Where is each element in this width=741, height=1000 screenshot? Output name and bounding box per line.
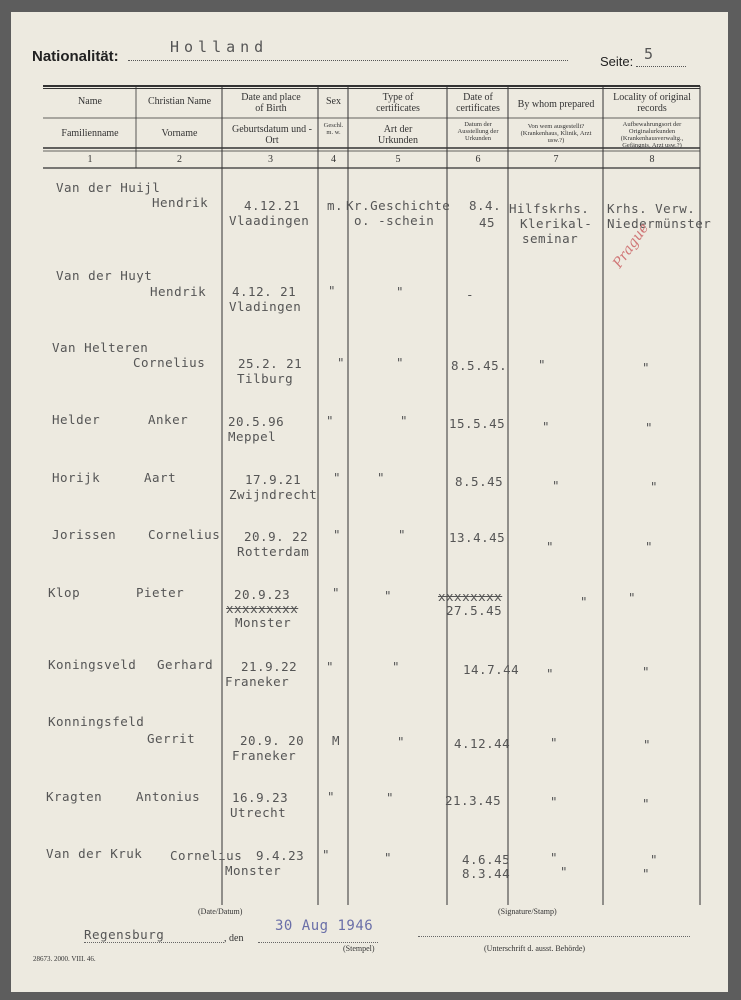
col2-header-de: Vorname	[161, 128, 198, 139]
date-stamp: 30 Aug 1946	[275, 918, 374, 934]
row11-first-name: Cornelius	[170, 848, 243, 863]
row3-cert-date: 8.5.45.	[451, 358, 508, 373]
row1-birth-place: Vlaadingen	[229, 213, 310, 228]
row1-prepared-by-line3: seminar	[522, 231, 579, 246]
row3-sex: "	[337, 355, 346, 370]
row11-cert-type: "	[384, 850, 393, 865]
row11-birth-place: Monster	[225, 863, 282, 878]
row6-birth-date: 20.9. 22	[244, 529, 309, 544]
row6-sex: "	[333, 527, 342, 542]
row4-birth-date: 20.5.96	[228, 414, 285, 429]
row6-locality: "	[645, 539, 654, 554]
row4-name: Helder	[52, 412, 101, 427]
row4-birth-place: Meppel	[228, 429, 277, 444]
col5-header-de: Art der Urkunden	[378, 124, 418, 146]
col4-header-en: Sex	[326, 96, 341, 107]
row9-locality: "	[643, 737, 652, 752]
row5-birth-date: 17.9.21	[245, 472, 302, 487]
row6-name: Jorissen	[52, 527, 117, 542]
row2-first-name: Hendrik	[150, 284, 207, 299]
row9-cert-date: 4.12.44	[454, 736, 511, 751]
row3-first-name: Cornelius	[133, 355, 206, 370]
col1-header-de: Familienname	[61, 128, 119, 139]
row5-sex: "	[333, 470, 342, 485]
row2-birth-place: Vladingen	[229, 299, 302, 314]
place-dotted-line	[84, 942, 224, 943]
row7-locality: "	[628, 590, 637, 605]
col6-header-en: Date of certificates	[456, 92, 500, 114]
col4-header-de: Geschl. m. w.	[323, 122, 344, 137]
row8-first-name: Gerhard	[157, 657, 214, 672]
row11-cert-date-line2: 8.3.44	[462, 866, 511, 881]
col6-number: 6	[475, 154, 481, 165]
col1-number: 1	[87, 154, 93, 165]
row11-locality-line1: "	[650, 852, 659, 867]
row4-cert-type: "	[400, 413, 409, 428]
row8-locality: "	[642, 664, 651, 679]
row11-sex: "	[322, 847, 331, 862]
row3-name: Van Helteren	[52, 340, 149, 355]
row1-prepared-by-line1: Hilfskrhs.	[509, 201, 590, 216]
row8-cert-date: 14.7.44	[463, 662, 520, 677]
row4-locality: "	[645, 420, 654, 435]
row1-cert-date-line1: 8.4.	[469, 198, 502, 213]
row1-cert-type-line1: Kr.Geschichte	[346, 198, 451, 213]
row11-prepared-by-line1: "	[550, 850, 559, 865]
row11-cert-date-line1: 4.6.45	[462, 852, 511, 867]
row3-prepared-by: "	[538, 357, 547, 372]
print-code: 28673. 2000. VIII. 46.	[33, 955, 96, 963]
row10-birth-date: 16.9.23	[232, 790, 289, 805]
row7-birth-place: Monster	[235, 615, 292, 630]
row9-name: Konningsfeld	[48, 714, 145, 729]
row10-cert-date: 21.3.45	[445, 793, 502, 808]
row1-name: Van der Huijl	[56, 180, 161, 195]
row3-birth-place: Tilburg	[237, 371, 294, 386]
row1-birth-date: 4.12.21	[244, 198, 301, 213]
row1-locality-line1: Krhs. Verw.	[607, 201, 696, 216]
row6-prepared-by: "	[546, 539, 555, 554]
nationality-value: Holland	[170, 38, 269, 56]
date-dotted-line	[258, 942, 378, 943]
row9-birth-place: Franeker	[232, 748, 297, 763]
row8-name: Koningsveld	[48, 657, 137, 672]
row4-first-name: Anker	[148, 412, 189, 427]
stamp-label: (Stempel)	[343, 944, 375, 953]
row5-first-name: Aart	[144, 470, 177, 485]
col3-number: 3	[268, 154, 273, 165]
row1-cert-date-line2: 45	[479, 215, 496, 230]
row4-sex: "	[326, 413, 335, 428]
col7-header-de: Von wem ausgestellt? (Krankenhaus, Klinik, Arzt usw.?)	[520, 123, 592, 145]
row5-birth-place: Zwijndrecht	[229, 487, 318, 502]
place-of-issue: Regensburg	[84, 927, 165, 942]
col4-number: 4	[331, 154, 336, 165]
row1-cert-type-line2: o. -schein	[354, 213, 435, 228]
row5-prepared-by: "	[552, 478, 561, 493]
row5-cert-type: "	[377, 470, 386, 485]
row10-sex: "	[327, 789, 336, 804]
page-number: 5	[644, 45, 654, 63]
authority-label: (Unterschrift d. ausst. Behörde)	[484, 944, 586, 953]
row11-prepared-by-line2: "	[560, 864, 569, 879]
col7-number: 7	[553, 154, 559, 165]
red-stamp: Prague	[610, 220, 653, 272]
row7-first-name: Pieter	[136, 585, 185, 600]
row1-first-name: Hendrik	[152, 195, 209, 210]
row9-prepared-by: "	[550, 735, 559, 750]
row5-name: Horijk	[52, 470, 101, 485]
row3-locality: "	[642, 360, 651, 375]
signature-label: (Signature/Stamp)	[498, 907, 557, 916]
col3-header-de: Geburtsdatum und -Ort	[232, 124, 312, 146]
row5-cert-date: 8.5.45	[455, 474, 504, 489]
row2-name: Van der Huyt	[56, 268, 153, 283]
row10-birth-place: Utrecht	[230, 805, 287, 820]
den-label: , den	[224, 933, 244, 944]
col8-header-de: Aufbewahrungsort der Originalurkunden (Krankenhausverwaltg., Gefängnis, Arzt usw.?)	[620, 121, 684, 150]
row8-sex: "	[326, 659, 335, 674]
col1-header-en: Name	[78, 96, 102, 107]
row6-cert-date: 13.4.45	[449, 530, 506, 545]
page-label: Seite:	[600, 54, 634, 69]
row9-first-name: Gerrit	[147, 731, 196, 746]
row7-cert-date: 27.5.45	[446, 603, 503, 618]
row7-struck-text: xxxxxxxxx	[226, 601, 299, 616]
row5-locality: "	[650, 479, 659, 494]
row7-cert-type: "	[384, 588, 393, 603]
row6-first-name: Cornelius	[148, 527, 221, 542]
col2-header-en: Christian Name	[147, 96, 212, 107]
row7-struck-date: xxxxxxxx	[438, 589, 503, 604]
row7-name: Klop	[48, 585, 81, 600]
col6-header-de: Datum der Ausstellung der Urkunden	[457, 121, 499, 143]
row11-name: Van der Kruk	[46, 846, 143, 861]
col5-header-en: Type of certificates	[376, 92, 420, 114]
row1-prepared-by-line2: Klerikal-	[520, 216, 593, 231]
signature-dotted-line	[418, 936, 690, 937]
row10-cert-type: "	[386, 790, 395, 805]
date-label: (Date/Datum)	[198, 907, 243, 916]
row9-cert-type: "	[397, 734, 406, 749]
row2-birth-date: 4.12. 21	[232, 284, 297, 299]
row3-birth-date: 25.2. 21	[238, 356, 303, 371]
row4-cert-date: 15.5.45	[449, 416, 506, 431]
row2-cert-date: -	[466, 287, 475, 302]
col8-header-en: Locality of original records	[613, 92, 691, 114]
row10-first-name: Antonius	[136, 789, 201, 804]
row7-birth-date: 20.9.23	[234, 587, 291, 602]
row6-cert-type: "	[398, 527, 407, 542]
row6-birth-place: Rotterdam	[237, 544, 310, 559]
col5-number: 5	[395, 154, 401, 165]
row2-sex: "	[328, 283, 337, 298]
col2-number: 2	[177, 154, 182, 165]
nationality-label: Nationalität:	[32, 48, 119, 65]
col7-header-en: By whom prepared	[517, 99, 595, 110]
col3-header-en: Date and place of Birth	[241, 92, 301, 114]
row10-prepared-by: "	[550, 794, 559, 809]
col8-number: 8	[649, 154, 655, 165]
row3-cert-type: "	[396, 355, 405, 370]
row1-locality-line2: Niedermünster	[607, 216, 712, 231]
row10-name: Kragten	[46, 789, 103, 804]
row4-prepared-by: "	[542, 419, 551, 434]
row11-locality-line2: "	[642, 866, 651, 881]
row7-prepared-by: "	[580, 594, 589, 609]
row7-sex: "	[332, 585, 341, 600]
row2-cert-type: "	[396, 284, 405, 299]
row8-birth-date: 21.9.22	[241, 659, 298, 674]
row11-birth-date: 9.4.23	[256, 848, 305, 863]
row8-birth-place: Franeker	[225, 674, 290, 689]
row8-prepared-by: "	[546, 666, 555, 681]
row9-birth-date: 20.9. 20	[240, 733, 305, 748]
row1-sex: m.	[327, 198, 344, 213]
row9-sex: M	[332, 733, 341, 748]
row8-cert-type: "	[392, 659, 401, 674]
row10-locality: "	[642, 796, 651, 811]
